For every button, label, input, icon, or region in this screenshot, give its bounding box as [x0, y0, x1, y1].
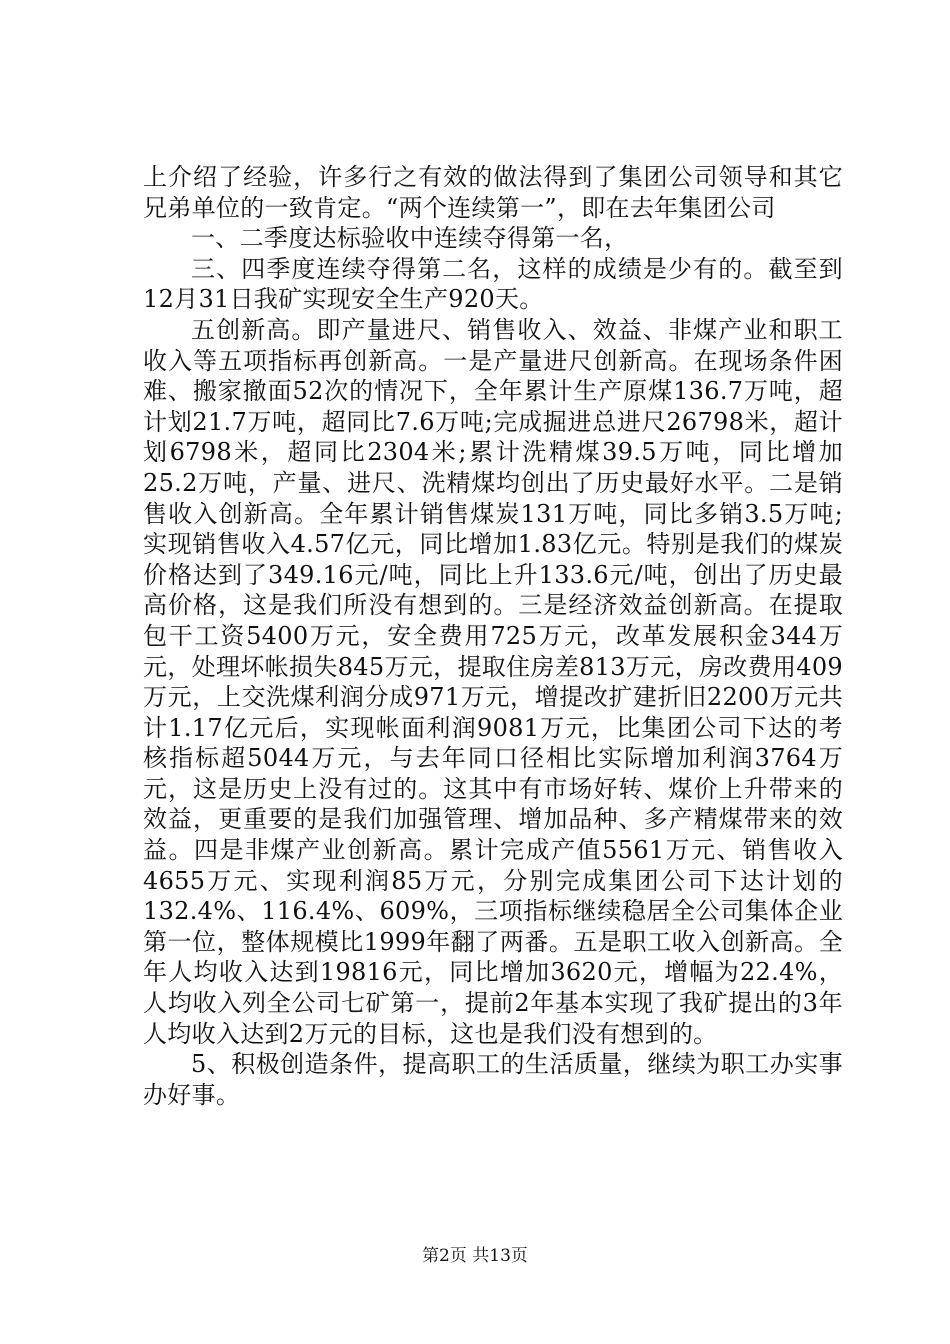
- paragraph-third-fourth-quarter: 三、四季度连续夺得第二名，这样的成绩是少有的。截至到12月31日我矿实现安全生产920天。: [143, 254, 843, 314]
- document-body: [143, 162, 843, 1110]
- paragraph-continuation: 上介绍了经验，许多行之有效的做法得到了集团公司领导和其它兄弟单位的一致肯定。“两个连续第一”，即在去年集团公司: [143, 163, 843, 222]
- paragraph-item-5: 5、积极创造条件，提高职工的生活质量，继续为职工办实事办好事。: [143, 1050, 843, 1109]
- page-footer: 第2页 共13页: [422, 1246, 528, 1266]
- paragraph-first-second-quarter: 一、二季度达标验收中连续夺得第一名，: [191, 224, 629, 253]
- paragraph-five-new-highs: 五创新高。即产量进尺、销售收入、效益、非煤产业和职工收入等五项指标再创新高。一是产量进尺创新高。在现场条件困难、搬家撤面52次的情况下，全年累计生产原煤136.7万吨，超计划21.7万吨，超同比7.6万吨;完成掘进总进尺26798米，超计划6798米，超同比2304米;累计洗精煤39.5万吨，同比增加25.2万吨，产量、进尺、洗精煤均创出了历史最好水平。二是销售收入创新高。全年累计销售煤炭131万吨，同比多销3.5万吨;实现销售收入4.57亿元，同比增加1.83亿元。特别是我们的煤炭价格达到了349.16元/吨，同比上升133.6元/吨，创出了历史最高价格，这是我们所没有想到的。三是经济效益创新高。在提取包干工资5400万元，安全费用725万元，改革发展积金344万元，处理坏帐损失845万元，提取住房差813万元，房改费用409万元，上交洗煤利润分成971万元，增提改扩建折旧2200万元共计1.17亿元后，实现帐面利润9081万元，比集团公司下达的考核指标超5044万元，与去年同口径相比实际增加利润3764万元，这是历史上没有过的。这其中有市场好转、煤价上升带来的效益，更重要的是我们加强管理、增加品种、多产精煤带来的效益。四是非煤产业创新高。累计完成产值5561万元、销售收入4655万元、实现利润85万元，分别完成集团公司下达计划的132.4%、116.4%、609%，三项指标继续稳居全公司集体企业第一位，整体规模比1999年翻了两番。五是职工收入创新高。全年人均收入达到19816元，同比增加3620元，增幅为22.4%，人均收入列全公司七矿第一，提前2年基本实现了我矿提出的3年人均收入达到2万元的目标，这也是我们没有想到的。: [143, 315, 843, 1048]
